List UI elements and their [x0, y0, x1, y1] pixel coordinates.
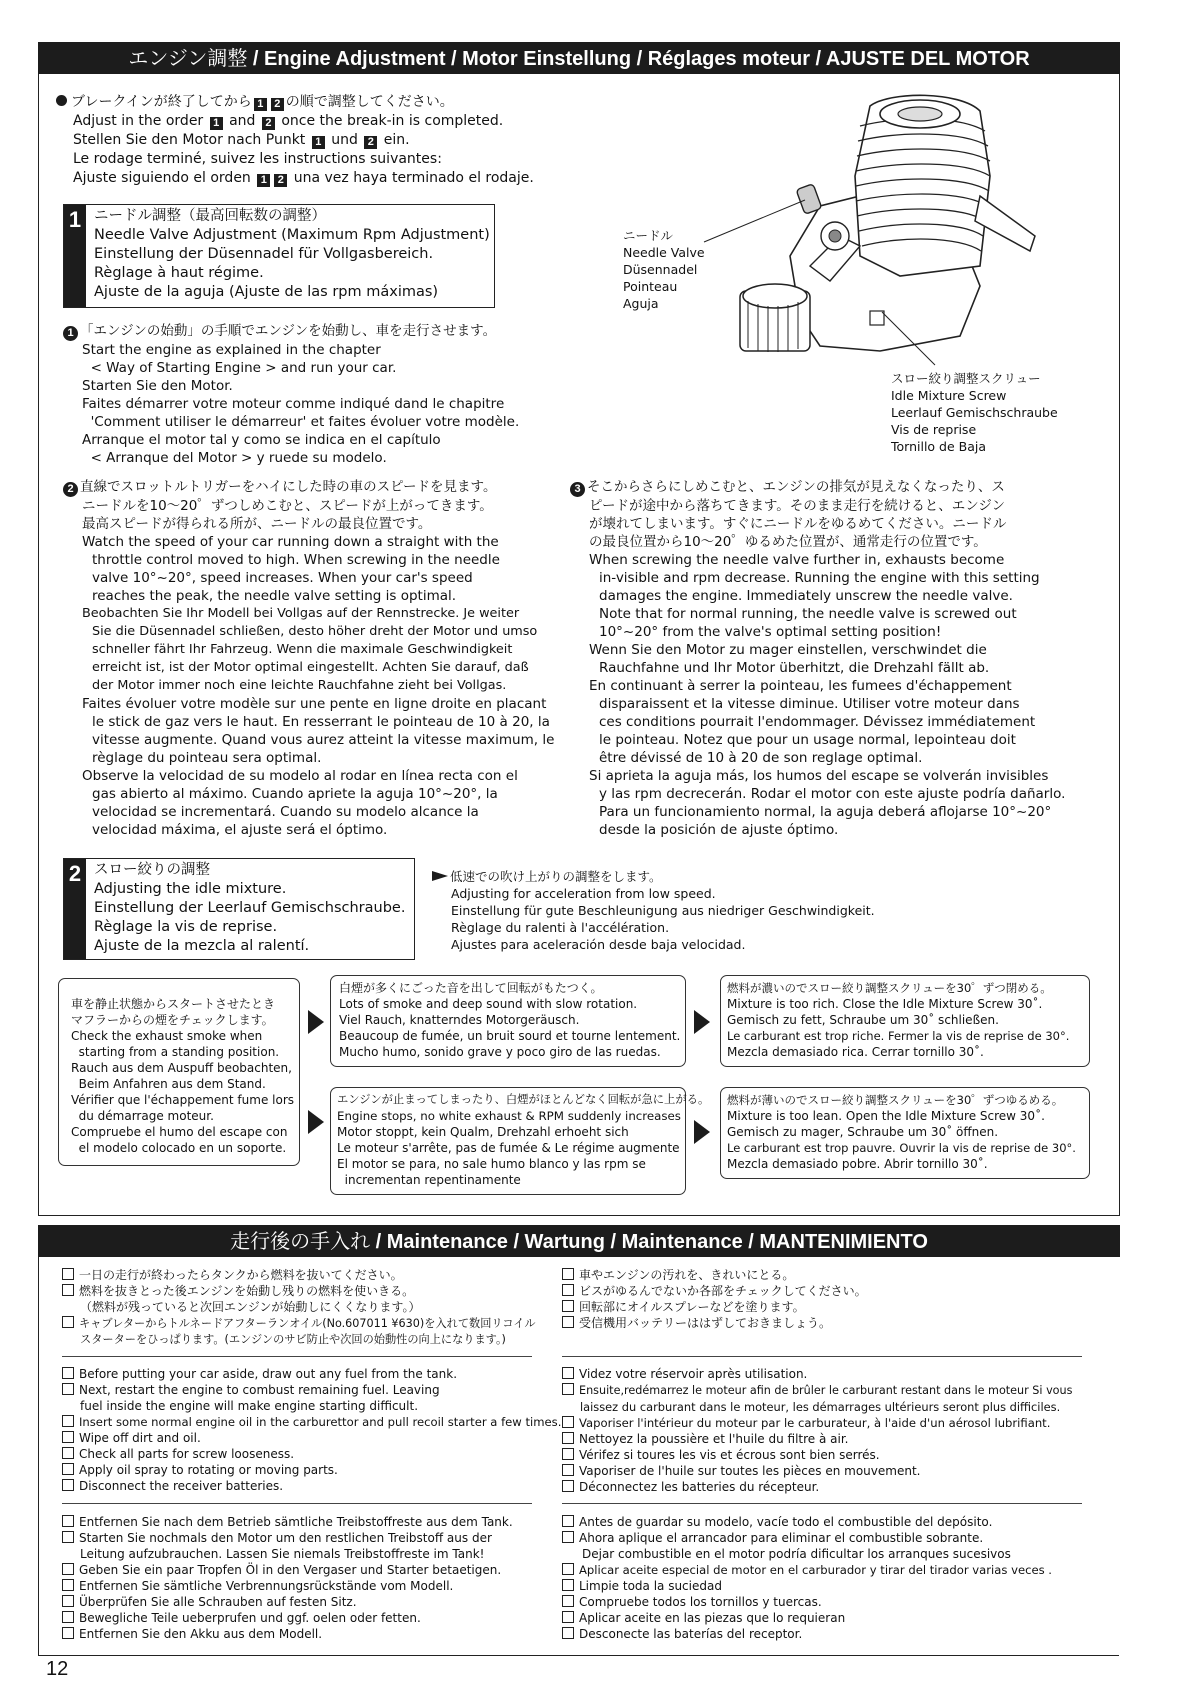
checkbox	[562, 1563, 574, 1575]
step2-note: 低速での吹け上がりの調整をします。 Adjusting for acceleration from low speed. Einstellung für gute Beschleunigung aus niedriger Geschwindigkeit. Règlage du ralenti à l'accélération. Ajustes para aceleración desde baja velocidad.	[432, 868, 875, 953]
intro-es: Ajuste siguiendo el orden 1 2 una vez haya terminado el rodaje.	[73, 170, 534, 186]
checkbox	[562, 1432, 574, 1444]
divider	[62, 1356, 532, 1357]
header-title-jp: エンジン調整	[128, 46, 248, 70]
checkbox	[62, 1447, 74, 1459]
checkbox	[62, 1515, 74, 1527]
flow-arrow-icon	[308, 1110, 324, 1134]
intro-de: Stellen Sie den Motor nach Punkt 1 und 2 ein.	[73, 132, 410, 148]
flow-arrow-icon	[694, 1120, 710, 1144]
flow-rich-condition: 白煙が多くにごった音を出して回転がもたつく。 Lots of smoke and deep sound with slow rotation. Viel Rauch, knatterndes Motorgeräusch. Beaucoup de fumée, un bruit sourd et tourne lentement. Mucho humo, sonido grave y poco giro de las ruedas.	[330, 975, 686, 1067]
checkbox	[562, 1300, 574, 1312]
checkbox	[62, 1579, 74, 1591]
bullet-icon	[56, 95, 67, 106]
checkbox	[562, 1383, 574, 1395]
step2-lines: スロー絞りの調整 Adjusting the idle mixture. Einstellung der Leerlauf Gemischschraube. Règlage la vis de reprise. Ajuste de la mezcla al ralentí.	[94, 862, 406, 954]
maint-es: Antes de guardar su modelo, vacíe todo el combustible del depósito. Ahora aplique el arrancador para eliminar el combustible sobrante. Dejar combustible en el motor podría dificultar los arranques sucesivos Aplicar aceite especial de motor en el carburador y tirar del tirador varias veces . Limpie toda la suciedad Compruebe todos los tornillos y tuercas. Aplicar aceite en las piezas que lo requieran Desconecte las baterías del receptor.	[562, 1514, 1052, 1642]
idle-screw-label: スロー絞り調整スクリュー Idle Mixture Screw Leerlauf Gemischschraube Vis de reprise Tornillo de Baja	[891, 371, 1058, 454]
maint-title-jp: 走行後の手入れ	[230, 1229, 371, 1253]
step-marker-1: 1	[63, 326, 78, 341]
checkbox	[62, 1595, 74, 1607]
step-marker-2: 2	[63, 482, 78, 497]
checkbox	[62, 1383, 74, 1395]
maint-jp-right: 車やエンジンの汚れを、きれいにとる。 ビスがゆるんでないか各部をチェックしてください。 回転部にオイルスプレーなどを塗ります。 受信機用バッテリーははずしておきましょう。	[562, 1267, 867, 1331]
idle-leader-line	[880, 310, 940, 370]
flow-lean-action: 燃料が薄いのでスロー絞り調整スクリューを30゜ずつゆるめる。 Mixture is too lean. Open the Idle Mixture Screw 30˚. Gemisch zu mager, Schraube um 30˚ öffnen. Le carburant est trop pauvre. Ouvrir la vis de reprise de 30°. Mezcla demasiado pobre. Abrir tornillo 30˚.	[720, 1087, 1090, 1179]
checkbox	[62, 1479, 74, 1491]
checkbox	[562, 1416, 574, 1428]
header-title-rest: / Engine Adjustment / Motor Einstellung / Réglages moteur / AJUSTE DEL MOTOR	[247, 48, 1030, 70]
checkbox	[62, 1627, 74, 1639]
flow-arrow-icon	[308, 1010, 324, 1034]
engine-adjustment-header	[38, 42, 1120, 74]
checkbox	[62, 1316, 74, 1328]
intro-en: Adjust in the order 1 and 2 once the break-in is completed.	[73, 113, 504, 129]
paragraph-2: 2 直線でスロットルトリガーをハイにした時の車のスピードを見ます。 ニードルを10～20゜ずつしめこむと、スピードが上がってきます。 最高スピードが得られる所が、ニードルの最良位置です。 Watch the speed of your car running down a straight with the throttle control moved to high. When screwing in the needle valve 10°~20°, speed increases. When your car's speed reaches the peak, the needle valve setting is optimal. Beobachten Sie Ihr Modell bei Vollgas auf der Rennstrecke. Je weiter Sie die Düsennadel schließen, desto höher dreht der Motor und umso schneller fährt Ihr Fahrzeug. Wenn die maximale Geschwindigkeit erreicht ist, ist der Motor optimal eingestellt. Achten Sie darauf, daß der Motor immer noch eine leichte Rauchfahne zieht bei Vollgas. Faites évoluer votre modèle sur une pente en ligne droite en placant le stick de gaz vers le haut. En resserrant le pointeau de 10 à 20, la vitesse augmente. Quand vous aurez atteint la vitesse maximum, le règlage du pointeau sera optimal. Observe la velocidad de su modelo al rodar en línea recta con el gas abierto al máximo. Cuando apriete la aguja 10°~20°, la velocidad se incrementará. Cuando su modelo alcance la velocidad máxima, el ajuste será el óptimo.	[63, 478, 554, 839]
needle-leader-line	[700, 190, 820, 250]
checkbox	[562, 1611, 574, 1623]
flow-arrow-icon	[694, 1010, 710, 1034]
intro-block	[56, 93, 534, 188]
checkbox	[62, 1415, 74, 1427]
maintenance-header	[38, 1225, 1120, 1257]
step2-badge: 2	[64, 859, 86, 959]
checkbox	[562, 1595, 574, 1607]
checkbox	[562, 1627, 574, 1639]
checkbox	[62, 1531, 74, 1543]
page-number: 12	[46, 1658, 69, 1680]
flow-lean-condition: エンジンが止まってしまったり、白煙がほとんどなく回転が急に上がる。 Engine stops, no white exhaust & RPM suddenly increases Motor stoppt, kein Qualm, Drehzahl erhoeht sich Le moteur s'arrête, pas de fumée & Le régime augmente El motor se para, no sale humo blanco y las rpm se incrementan repentinamente	[330, 1087, 686, 1195]
flow-rich-action: 燃料が濃いのでスロー絞り調整スクリューを30゜ずつ閉める。 Mixture is too rich. Close the Idle Mixture Screw 30˚. Gemisch zu fett, Schraube um 30˚ schließen. Le carburant est trop riche. Fermer la vis de reprise de 30°. Mezcla demasiado rica. Cerrar tornillo 30˚.	[720, 975, 1090, 1067]
step1-box	[63, 204, 495, 308]
checkbox	[62, 1611, 74, 1623]
checkbox	[562, 1531, 574, 1543]
checkbox	[62, 1563, 74, 1575]
pointer-arrow-icon	[432, 871, 448, 881]
paragraph-1: 1 「エンジンの始動」の手順でエンジンを始動し、車を走行させます。 Start the engine as explained in the chapter < Way of Starting Engine > and run your car. Starten Sie den Motor. Faites démarrer votre moteur comme indiqué dand le chapitre 'Comment utiliser le démarreur' et faites évoluer votre modèle. Arranque el motor tal y como se indica en el capítulo < Arranque del Motor > y ruede su modelo.	[63, 322, 519, 467]
step1-lines: ニードル調整（最高回転数の調整） Needle Valve Adjustment (Maximum Rpm Adjustment) Einstellung der Düsennadel für Vollgasbereich. Règlage à haut régime. Ajuste de la aguja (Ajuste de las rpm máximas)	[94, 208, 490, 300]
needle-valve-label: ニードル Needle Valve Düsennadel Pointeau Aguja	[623, 228, 705, 311]
intro-jp: ブレークインが終了してから 1 2 の順で調整してください。	[56, 93, 534, 112]
checkbox	[62, 1268, 74, 1280]
checkbox	[562, 1515, 574, 1527]
intro-fr: Le rodage terminé, suivez les instructions suivantes:	[73, 151, 442, 167]
divider	[62, 1503, 532, 1504]
checkbox	[62, 1463, 74, 1475]
checkbox	[562, 1367, 574, 1379]
maint-title-rest: / Maintenance / Wartung / Maintenance / MANTENIMIENTO	[370, 1231, 928, 1253]
maint-fr: Videz votre réservoir après utilisation. Ensuite,redémarrez le moteur afin de brûler le carburant restant dans le moteur Si vous laissez du carburant dans le moteur, les démarrages ultérieurs seront plus difficiles. Vaporiser l'intérieur du moteur par le carburateur, à l'aide d'un aérosol lubrifiant. Nettoyez la poussière et l'huile du filtre à air. Vérifez si toures les vis et écrous sont bien serrés. Vaporiser de l'huile sur toutes les pièces en mouvement. Déconnectez les batteries du récepteur.	[562, 1366, 1072, 1495]
checkbox	[62, 1284, 74, 1296]
paragraph-3: 3 そこからさらにしめこむと、エンジンの排気が見えなくなったり、ス ピードが途中から落ちてきます。そのまま走行を続けると、エンジン が壊れてしまいます。すぐにニードルをゆるめてください。ニードル の最良位置から10～20゜ゆるめた位置が、通常走行の位置です。 When screwing the needle valve further in, exhausts become in-visible and rpm decrease. Running the engine with this setting damages the engine. Immediately unscrew the needle valve. Note that for normal running, the needle valve is screwed out 10°~20° from the valve's optimal setting position! Wenn Sie den Motor zu mager einstellen, verschwindet die Rauchfahne und Ihr Motor überhitzt, die Drehzahl fällt ab. En continuant à serrer la pointeau, les fumees d'échappement disparaissent et la vitesse diminue. Utiliser votre moteur dans ces conditions pourrait l'endommager. Dévissez immédiatement le pointeau. Notez que pour un usage normal, lepointeau doit être dévissé de 10 à 20 de son reglage optimal. Si aprieta la aguja más, los humos del escape se volverán invisibles y las rpm decrecerán. Rodar el motor con este ajuste podría dañarlo. Para un funcionamiento normal, la aguja deberá aflojarse 10°~20° desde la posición de ajuste óptimo.	[570, 478, 1065, 839]
flow-start-box: 車を静止状態からスタートさせたとき マフラーからの煙をチェックします。 Check the exhaust smoke when starting from a standing position. Rauch aus dem Auspuff beobachten, Beim Anfahren aus dem Stand. Vérifier que l'échappement fume lors du démarrage moteur. Compruebe el humo del escape con el modelo colocado en un soporte.	[63, 990, 295, 1162]
maint-en: Before putting your car aside, draw out any fuel from the tank. Next, restart the engine to combust remaining fuel. Leaving fuel inside the engine will make engine starting difficult. Insert some normal engine oil in the carburettor and pull recoil starter a few times. Wipe off dirt and oil. Check all parts for screw looseness. Apply oil spray to rotating or moving parts. Disconnect the receiver batteries.	[62, 1366, 561, 1494]
checkbox	[62, 1431, 74, 1443]
checkbox	[562, 1268, 574, 1280]
divider	[562, 1356, 1082, 1357]
checkbox	[562, 1480, 574, 1492]
step1-badge: 1	[64, 205, 86, 307]
checkbox	[562, 1464, 574, 1476]
step2-box	[63, 858, 415, 960]
maint-de: Entfernen Sie nach dem Betrieb sämtliche Treibstoffreste aus dem Tank. Starten Sie nochmals den Motor um den restlichen Treibstoff aus der Leitung aufzubrauchen. Lassen Sie niemals Treibstoffreste im Tank! Geben Sie ein paar Tropfen Öl in den Vergaser und Starter betaetigen. Entfernen Sie sämtliche Verbrennungsrückstände vom Modell. Überprüfen Sie alle Schrauben auf festen Sitz. Bewegliche Teile ueberprufen und ggf. oelen oder fetten. Entfernen Sie den Akku aus dem Modell.	[62, 1514, 513, 1642]
maint-jp-left: 一日の走行が終わったらタンクから燃料を抜いてください。 燃料を抜きとった後エンジンを始動し残りの燃料を使いきる。 （燃料が残っていると次回エンジンが始動しにくくなります。） キャブレターからトルネードアフターランオイル(No.607011 ¥630)を入れて数回リコイル スターターをひっぱります。(エンジンのサビ防止や次回の始動性の向上になります。)	[62, 1267, 536, 1348]
checkbox	[562, 1448, 574, 1460]
divider	[562, 1503, 1082, 1504]
step-marker-3: 3	[570, 482, 585, 497]
checkbox	[562, 1284, 574, 1296]
checkbox	[562, 1316, 574, 1328]
flow-start-frame	[58, 978, 300, 1166]
checkbox	[562, 1579, 574, 1591]
checkbox	[62, 1367, 74, 1379]
